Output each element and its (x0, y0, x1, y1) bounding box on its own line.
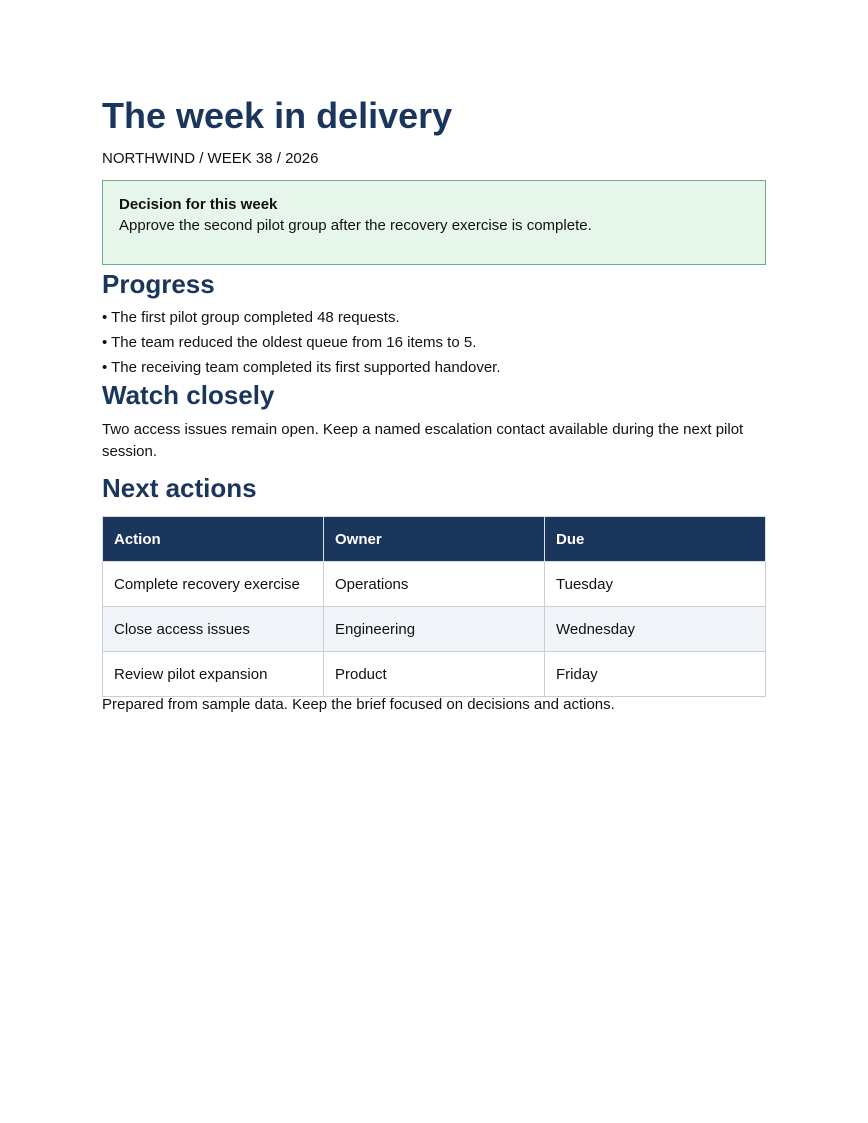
list-item: • The team reduced the oldest queue from 16 items to 5. (102, 334, 477, 351)
decision-callout (102, 180, 766, 265)
table-header-row (103, 517, 766, 562)
decision-text: Approve the second pilot group after the recovery exercise is complete. (119, 217, 592, 234)
action-cell: Complete recovery exercise (103, 562, 324, 607)
column-header-action: Action (103, 517, 324, 562)
action-cell: Review pilot expansion (103, 652, 324, 697)
action-cell: Close access issues (103, 607, 324, 652)
watch-heading: Watch closely (102, 380, 275, 410)
owner-cell: Engineering (324, 607, 545, 652)
document-meta: NORTHWIND / WEEK 38 / 2026 (102, 150, 319, 167)
list-item: • The receiving team completed its first supported handover. (102, 359, 501, 376)
table-row (103, 607, 766, 652)
column-header-owner: Owner (324, 517, 545, 562)
document-page (102, 92, 766, 715)
table-row (103, 562, 766, 607)
progress-heading: Progress (102, 269, 215, 299)
decision-heading: Decision for this week (119, 196, 278, 213)
watch-text: Two access issues remain open. Keep a named escalation contact available during the next pilot session. (102, 421, 744, 460)
column-header-due: Due (545, 517, 766, 562)
page-title: The week in delivery (102, 95, 453, 136)
next-actions-table (102, 516, 766, 697)
owner-cell: Operations (324, 562, 545, 607)
owner-cell: Product (324, 652, 545, 697)
due-cell: Wednesday (545, 607, 766, 652)
next-actions-heading: Next actions (102, 473, 257, 503)
footnote: Prepared from sample data. Keep the brief focused on decisions and actions. (102, 696, 615, 713)
table-row (103, 652, 766, 697)
list-item: • The first pilot group completed 48 requests. (102, 309, 400, 326)
progress-list (102, 305, 766, 380)
due-cell: Friday (545, 652, 766, 697)
due-cell: Tuesday (545, 562, 766, 607)
